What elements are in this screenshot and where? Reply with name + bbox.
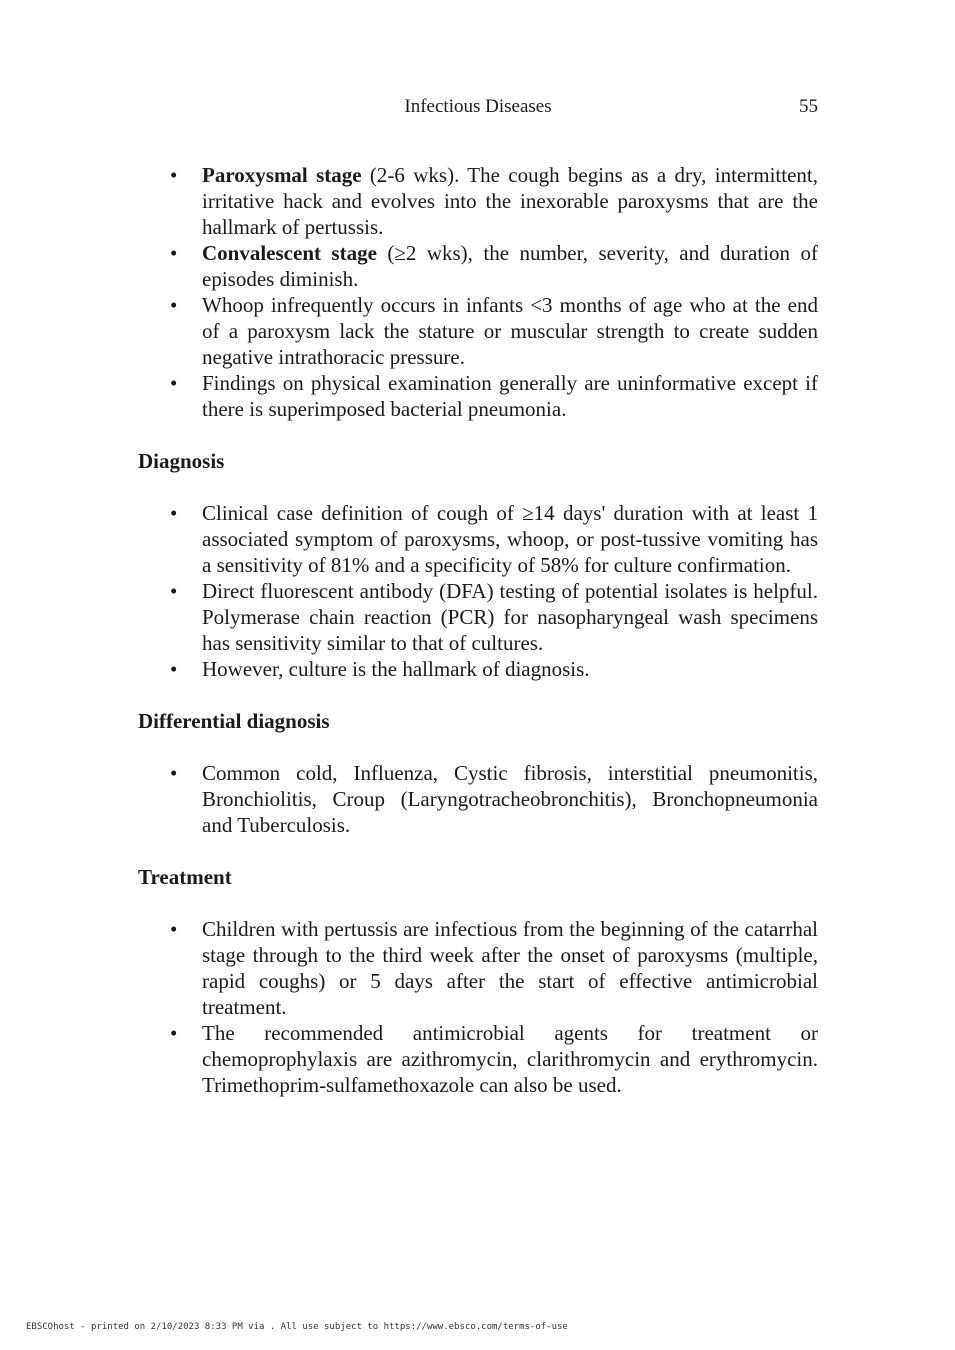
list-item <box>138 916 818 1020</box>
bullet-icon: • <box>170 163 178 187</box>
item-text: Direct fluorescent antibody (DFA) testing of potential isolates is helpful. Polymerase chain reaction (PCR) for nasopharyngeal wash specimens has sensitivity similar to that of cultures. <box>202 579 818 655</box>
item-text: Findings on physical examination generally are uninformative except if there is superimposed bacterial pneumonia. <box>202 371 818 421</box>
treatment-list <box>138 916 818 1098</box>
page-content <box>138 162 818 1098</box>
item-text: The recommended antimicrobial agents for treatment or chemoprophylaxis are azithromycin, clarithromycin and erythromycin. Trimethoprim-sulfamethoxazole can also be used. <box>202 1021 818 1097</box>
list-item <box>138 760 818 838</box>
item-text: Whoop infrequently occurs in infants <3 months of age who at the end of a paroxysm lack the stature or muscular strength to create sudden negative intrathoracic pressure. <box>202 293 818 369</box>
item-text: Clinical case definition of cough of ≥14 days' duration with at least 1 associated symptom of paroxysms, whoop, or post-tussive vomiting has a sensitivity of 81% and a specificity of 58% for culture confirmation. <box>202 501 818 577</box>
bullet-icon: • <box>170 371 178 395</box>
term: Convalescent stage <box>202 241 377 265</box>
list-item <box>138 656 818 682</box>
item-text: Children with pertussis are infectious from the beginning of the catarrhal stage through to the third week after the onset of paroxysms (multiple, rapid coughs) or 5 days after the start of effective antimicrobial treatment. <box>202 917 818 1019</box>
section-heading-diagnosis: Diagnosis <box>138 449 225 473</box>
list-item <box>138 292 818 370</box>
bullet-icon: • <box>170 241 178 265</box>
bullet-icon: • <box>170 761 178 785</box>
bullet-icon: • <box>170 657 178 681</box>
item-text: However, culture is the hallmark of diagnosis. <box>202 657 590 681</box>
print-footer: EBSCOhost - printed on 2/10/2023 8:33 PM via . All use subject to https://www.ebsco.com/terms-of-use <box>26 1322 568 1332</box>
differential-list <box>138 760 818 838</box>
term: Paroxysmal stage <box>202 163 362 187</box>
section-heading-treatment: Treatment <box>138 865 232 889</box>
list-item <box>138 1020 818 1098</box>
list-item <box>138 500 818 578</box>
bullet-icon: • <box>170 501 178 525</box>
list-item <box>138 370 818 422</box>
item-text: Common cold, Influenza, Cystic fibrosis, interstitial pneumonitis, Bronchiolitis, Croup (Laryngotracheobronchitis), Bronchopneumonia and Tuberculosis. <box>202 761 818 837</box>
bullet-icon: • <box>170 293 178 317</box>
item-text: (≥2 wks), the number, severity, and duration of episodes diminish. <box>202 241 818 291</box>
page-number: 55 <box>799 96 818 117</box>
list-item <box>138 240 818 292</box>
item-text: (2-6 wks). The cough begins as a dry, intermittent, irritative hack and evolves into the inexorable paroxysms that are the hallmark of pertussis. <box>202 163 818 239</box>
running-head-title: Infectious Diseases <box>404 96 552 117</box>
bullet-icon: • <box>170 917 178 941</box>
list-item <box>138 578 818 656</box>
diagnosis-list <box>138 500 818 682</box>
bullet-icon: • <box>170 579 178 603</box>
bullet-icon: • <box>170 1021 178 1045</box>
section-heading-differential: Differential diagnosis <box>138 709 330 733</box>
stage-list <box>138 162 818 422</box>
list-item <box>138 162 818 240</box>
running-head <box>138 96 818 122</box>
